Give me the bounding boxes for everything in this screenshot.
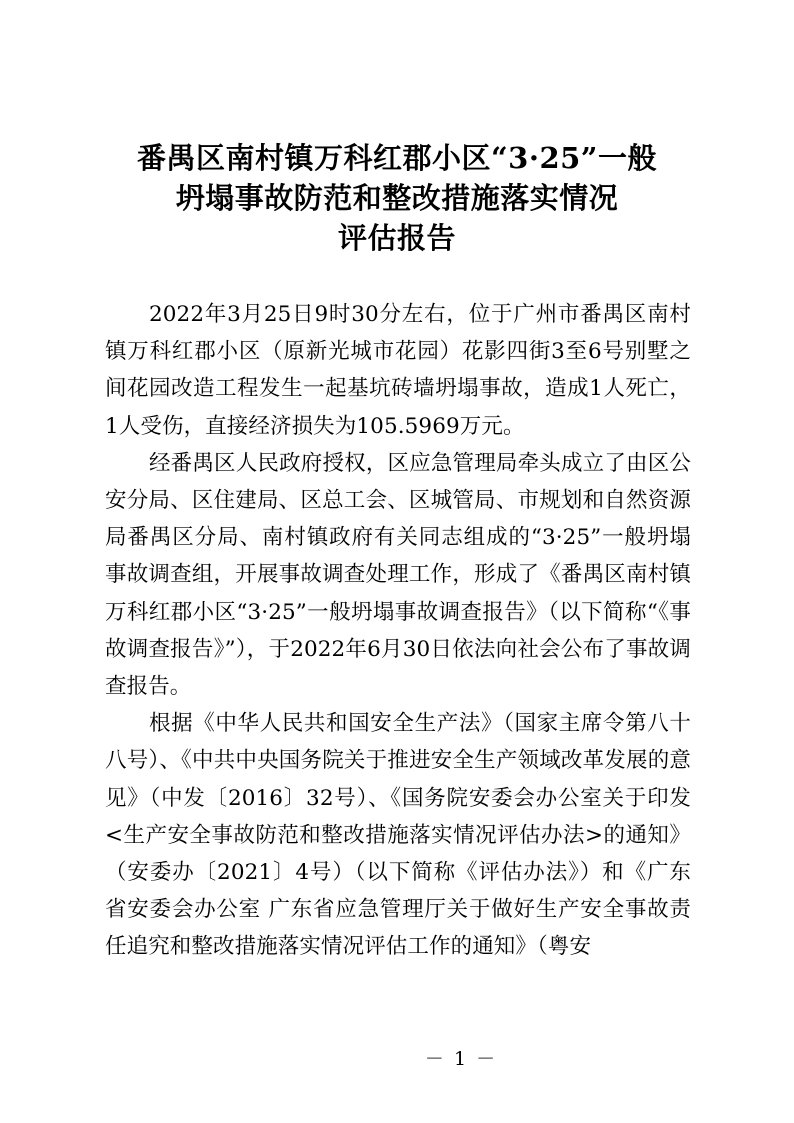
title-line-3: 评估报告 [337,221,456,255]
document-body [105,296,691,966]
body-paragraph-1: 2022年3月25日9时30分左右，位于广州市番禺区南村镇万科红郡小区（原新光城市花园）花影四街3至6号别墅之间花园改造工程发生一起基坑砖墙坍塌事故，造成1人死亡，1人受伤，直接经济损失为105.5969万元。 [105,302,691,439]
page-title [100,138,694,258]
title-line-1: 番禺区南村镇万科红郡小区“3·25”一般 [137,141,657,175]
body-paragraph-3: 根据《中华人民共和国安全生产法》（国家主席令第八十八号）、《中共中央国务院关于推进安全生产领域改革发展的意见》（中发〔2016〕32号）、《国务院安委会办公室关于印发<生产安全事故防范和整改措施落实情况评估办法>的通知》（安委办〔2021〕4号）（以下简称《评估办法》）和《广东省安委会办公室 广东省应急管理厅关于做好生产安全事故责任追究和整改措施落实情况评估工作的通知》（粤安 [105,711,691,960]
body-paragraph-2: 经番禺区人民政府授权，区应急管理局牵头成立了由区公安分局、区住建局、区总工会、区城管局、市规划和自然资源局番禺区分局、南村镇政府有关同志组成的“3·25”一般坍塌事故调查组，开展事故调查处理工作，形成了《番禺区南村镇万科红郡小区“3·25”一般坍塌事故调查报告》（以下简称“《事故调查报告》”），于2022年6月30日依法向社会公布了事故调查报告。 [105,450,691,700]
title-line-2: 坍塌事故防范和整改措施落实情况 [175,181,619,215]
footer-page-number: － 1 － [424,1048,498,1070]
